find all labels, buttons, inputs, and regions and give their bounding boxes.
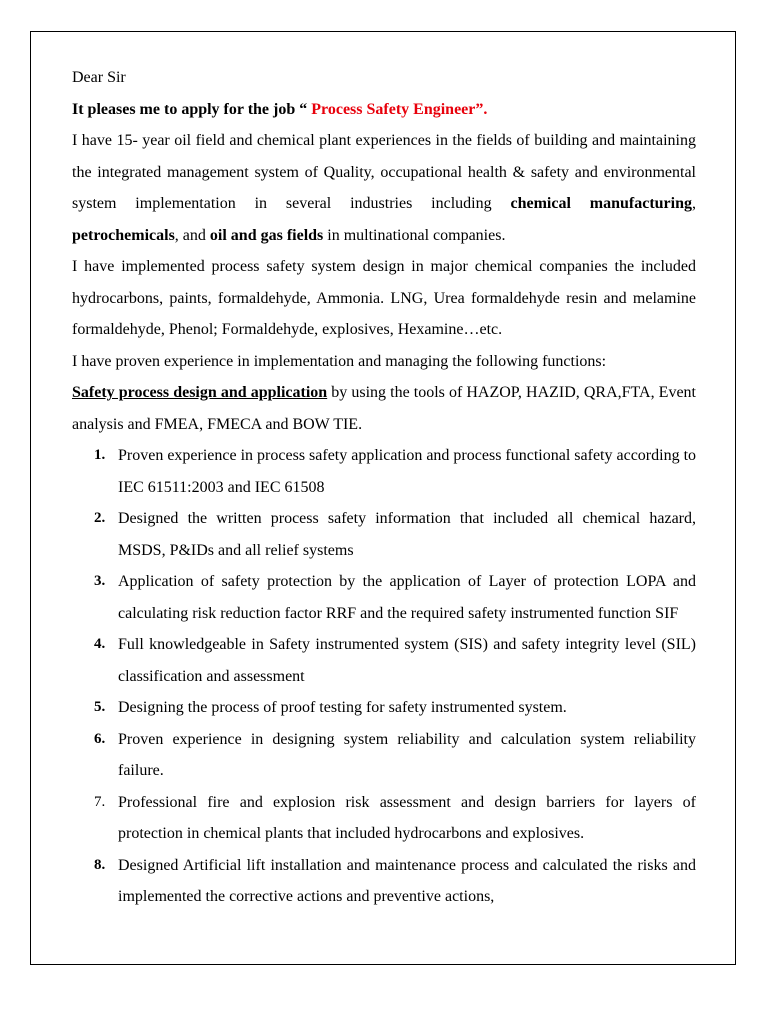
list-item xyxy=(72,629,696,692)
list-item-text: Full knowledgeable in Safety instrumented system (SIS) and safety integrity level (SIL) classification and assessment xyxy=(118,636,696,685)
list-item-text: Professional fire and explosion risk assessment and design barriers for layers of protection in chemical plants that included hydrocarbons and explosives. xyxy=(118,793,696,842)
list-item xyxy=(72,503,696,566)
list-item-text: Proven experience in designing system reliability and calculation system reliability failure. xyxy=(118,730,696,779)
section-heading: Safety process design and application xyxy=(72,384,328,401)
list-number: 5. xyxy=(94,699,106,715)
letter-body xyxy=(72,62,696,913)
list-item-text: Application of safety protection by the application of Layer of protection LOPA and calculating risk reduction factor RRF and the required safety instrumented function SIF xyxy=(118,573,696,622)
list-number: 8. xyxy=(94,856,106,873)
experience-list xyxy=(72,440,696,913)
list-number: 4. xyxy=(94,636,106,652)
list-item-text: Designed Artificial lift installation and maintenance process and calculated the risks and implemented the corrective actions and preventive actions, xyxy=(118,856,696,905)
section-paragraph xyxy=(72,377,696,440)
separator-2: , and xyxy=(174,226,210,244)
section-tools: by using the tools of HAZOP, HAZID, QRA,FTA, Event analysis and FMEA, FMECA and BOW TIE. xyxy=(72,384,696,433)
list-item xyxy=(72,566,696,629)
list-item xyxy=(72,850,696,913)
intro-line xyxy=(72,94,696,126)
list-item xyxy=(72,787,696,850)
job-title: Process Safety Engineer”. xyxy=(311,100,488,118)
experience-text: I have 15- year oil field and chemical plant experiences in the fields of building and maintaining the integrated management system of Quality, occupational health & safety and environmental system implementation in several industries including xyxy=(72,132,696,212)
implementation-paragraph: I have implemented process safety system design in major chemical companies the included hydrocarbons, paints, formaldehyde, Ammonia. LNG, Urea formaldehyde resin and melamine formaldehyde, Phenol; Formaldehyde, explosives, Hexamine…etc. xyxy=(72,258,696,338)
experience-end: in multinational companies. xyxy=(323,226,506,244)
industry-chemical: chemical manufacturing xyxy=(510,195,692,212)
list-item xyxy=(72,692,696,724)
list-number: 7. xyxy=(94,793,106,810)
salutation: Dear Sir xyxy=(72,69,126,86)
experience-paragraph xyxy=(72,125,696,251)
list-item xyxy=(72,440,696,503)
list-item-text: Designing the process of proof testing for safety instrumented system. xyxy=(118,699,567,716)
intro-prefix: It pleases me to apply for the job “ xyxy=(72,100,308,118)
list-item xyxy=(72,724,696,787)
list-number: 1. xyxy=(94,447,106,463)
list-item-text: Designed the written process safety information that included all chemical hazard, MSDS, P&IDs and all relief systems xyxy=(118,510,696,559)
industry-oil-gas: oil and gas fields xyxy=(209,226,324,244)
list-item-text: Proven experience in process safety application and process functional safety according to IEC 61511:2003 and IEC 61508 xyxy=(118,447,697,496)
industry-petrochemicals: petrochemicals xyxy=(72,226,175,244)
list-number: 6. xyxy=(94,730,106,747)
list-number: 3. xyxy=(94,573,106,589)
functions-intro: I have proven experience in implementation and managing the following functions: xyxy=(72,352,607,370)
separator-1: , xyxy=(692,195,696,212)
list-number: 2. xyxy=(94,510,106,526)
